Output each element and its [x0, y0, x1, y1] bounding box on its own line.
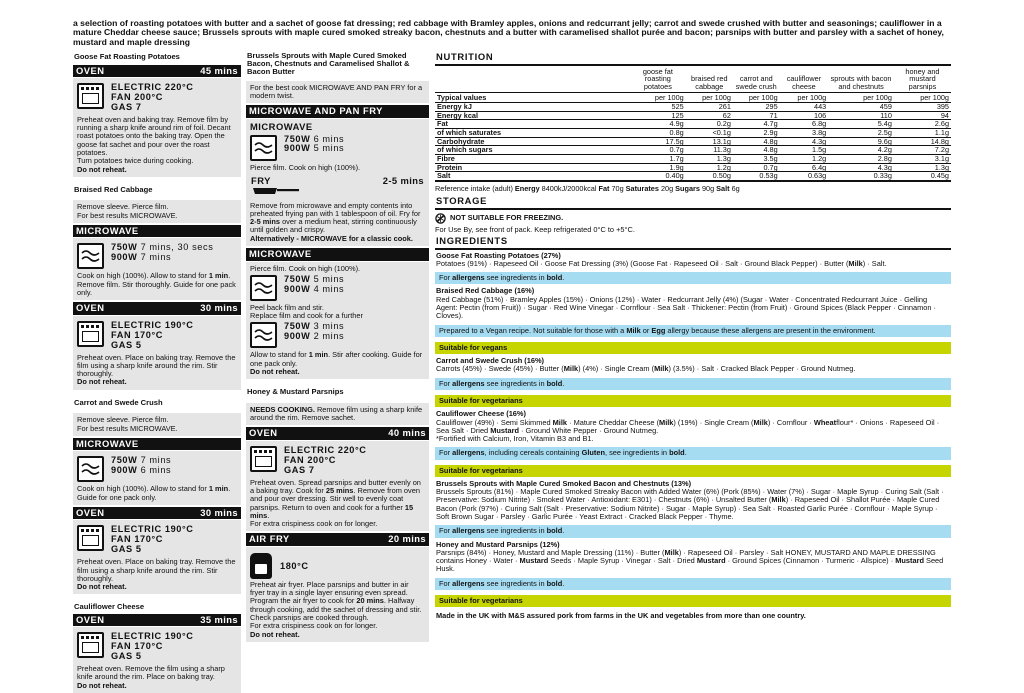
- oven-icon: [77, 83, 104, 109]
- ingredient-block: [435, 410, 951, 477]
- ingredient-text: Red Cabbage (51%) · Bramley Apples (15%) · Onions (12%) · Water · Redcurrant Jelly (4%) (Sugar · Water · Concentrated Redcurrant Juice · Gelling Agent: Pectin (from Fruit)) · Sugar · Red Wine Vinegar · Cornflour · Sea Salt · Thickener: Pectin (from Fruit) · Ground Spices (Black Pepper · Cinnamon · Cloves).: [436, 294, 937, 321]
- allergen-advice: For allergens see ingredients in bold.: [435, 578, 951, 590]
- microwave-icon: [250, 275, 277, 301]
- product-description: a selection of roasting potatoes with butter and a sachet of goose fat dressing; red cabbage with Bramley apples, onions and redcurrant jelly; carrot and swede crushed with butter and seasonings; cauliflower in a mature Cheddar cheese sauce; Brussels sprouts with maple cured smoked streaky bacon, chestnuts and a butter with caramelised shallot purée and bacon; parsnips with butter and parsley with a sachet of honey, mustard and maple dressing: [73, 18, 944, 47]
- storage-title: STORAGE: [435, 196, 951, 210]
- oven-icon: [77, 525, 104, 551]
- oven-instructions-carrot: ELECTRIC 190°C FAN 170°C GAS 5 Preheat oven. Place on baking tray. Remove the film using a sharp knife around the rim. Stir thoroughly. Do not reheat.: [73, 520, 241, 594]
- air-fry-bar-parsnips: AIR FRY 20 mins: [246, 533, 429, 546]
- nutrition-row: Fat 4.9g 0.2g 4.7g 6.8g 5.4g 2.6g: [437, 119, 949, 129]
- dietary-badge: Suitable for vegetarians: [435, 395, 951, 407]
- ingredient-block: [435, 541, 951, 608]
- ingredient-block: [435, 357, 951, 407]
- ingredients-list: [435, 252, 951, 608]
- microwave-pan-fry-bar: MICROWAVE AND PAN FRY: [246, 105, 429, 118]
- dish-title-parsnips: Honey & Mustard Parsnips: [247, 387, 344, 397]
- dish-title-sprouts: Brussels Sprouts with Maple Cured Smoked Bacon, Chestnuts and Caramelised Shallot & Bacon Butter: [247, 51, 410, 76]
- ingredient-block: [435, 480, 951, 538]
- ingredient-block: [435, 252, 951, 285]
- microwave-pan-fry-instructions: MICROWAVE 750W 6 mins 900W 5 mins Pierce film. Cook on high (100%). FRY 2-5 mins Remove from microwave and empty contents into preheated frying pan with 1 tablespoon of oil. Fry for 2-5 mins over a medium heat, stirring continuously until golden and crispy. Alternatively - MICROWAVE for a classic cook.: [246, 119, 429, 246]
- oven-bar-parsnips: OVEN 40 mins: [246, 427, 429, 440]
- info-column: [435, 52, 951, 621]
- microwave-bar-cabbage: MICROWAVE: [73, 225, 241, 238]
- nutrition-col-header: carrot and swede crush: [733, 66, 780, 92]
- nutrition-table: goose fat roasting potatoes braised red cabbage carrot and swede crush cauliflower cheese sprouts with bacon and chestnuts honey and mustard parsnips Typical values per 100g per 100g per 100g per 100g per 100g per 100g Energy kJ 525 261 295 443 459 395 Energy kcal 125 62 71 106 110 94 Fat 4.9g 0.2g 4.7g 6.8g 5.4g 2.6g of which saturates 0.8g <0.1g 2.9g 3.8g 2.5g 1.1g Carbohydrate 17.5g 13.1g 4.8g 4.3g 9.6g 14.8g of which sugars 0.7g 11.3g 4.8g 1.5g 4.2g 7.2g Fibre 1.7g 1.3g 3.5g 1.2g 2.8g 3.1g Protein 1.9g 1.2g 0.7g 6.4g 4.3g 1.3g Salt 0.40g 0.50g 0.53g 0.63g 0.33g 0.45g: [437, 66, 949, 181]
- parsnips-note: NEEDS COOKING. Remove film using a sharp knife around the rim. Remove sachet.: [246, 403, 429, 426]
- oven-instructions-potatoes: ELECTRIC 220°C FAN 200°C GAS 7 Preheat oven and baking tray. Remove film by running a sharp knife around rim of foil. Decant roast potatoes onto the baking tray. Open the goose fat sachet and pour over the roast potatoes. Turn potatoes twice during cooking. Do not reheat.: [73, 78, 241, 177]
- ingredient-text: Cauliflower (49%) · Semi Skimmed Milk · Mature Cheddar Cheese (Milk) (19%) · Single Cream (Milk) · Cornflour · Wheatflour* · Onions · Rapeseed Oil · Sea Salt · Dried Mustard · Ground White Pepper · Ground Nutmeg. *Fortified with Calcium, Iron, Vitamin B3 and B1.: [436, 417, 940, 444]
- dish-title-potatoes: Goose Fat Roasting Potatoes: [74, 52, 180, 61]
- carrot-note: Remove sleeve. Pierce film. For best results MICROWAVE.: [73, 413, 241, 436]
- oven-bar-cabbage: OVEN 30 mins: [73, 302, 241, 315]
- nutrition-row: of which sugars 0.7g 11.3g 4.8g 1.5g 4.2g 7.2g: [437, 145, 949, 155]
- oven-instructions-parsnips: ELECTRIC 220°C FAN 200°C GAS 7 Preheat oven. Spread parsnips and butter evenly on a baking tray. Cook for 25 mins. Remove from oven and pour over dressing. Stir well to evenly coat parsnips. Return to oven and cook for a further 15 mins. For extra crispiness cook on for longer.: [246, 441, 429, 532]
- frying-pan-icon: [252, 187, 425, 198]
- nutrition-row: Energy kJ 525 261 295 443 459 395: [437, 102, 949, 112]
- air-fryer-icon: [250, 553, 272, 579]
- nutrition-row: of which saturates 0.8g <0.1g 2.9g 3.8g 2.5g 1.1g: [437, 128, 949, 138]
- microwave-icon: [77, 456, 104, 482]
- storage-text: For Use By, see front of pack. Keep refrigerated 0°C to +5°C.: [435, 224, 635, 234]
- allergen-advice: Prepared to a Vegan recipe. Not suitable for those with a Milk or Egg allergy because these allergens are present in the environment.: [435, 325, 951, 337]
- nutrition-col-header: braised red cabbage: [686, 66, 733, 92]
- nutrition-row: Protein 1.9g 1.2g 0.7g 6.4g 4.3g 1.3g: [437, 162, 949, 172]
- freezing-warning: NOT SUITABLE FOR FREEZING.: [435, 213, 951, 224]
- ingredient-heading: Brussels Sprouts with Maple Cured Smoked Bacon and Chestnuts (13%): [436, 478, 692, 488]
- cooking-column-2: [246, 52, 429, 642]
- microwave-instructions-cabbage: 750W 7 mins, 30 secs 900W 7 mins Cook on high (100%). Allow to stand for 1 min. Remove film. Stir thoroughly. Guide for one pack only.: [73, 238, 241, 300]
- ingredient-text: Brussels Sprouts (81%) · Maple Cured Smoked Streaky Bacon with Added Water (6%) (Pork (85%) · Water (7%) · Sugar · Maple Syrup · Curing Salt (Salt · Preservative: Sodium Nitrite) · Smoked Water · Antioxidant: E301) · Chestnuts (6%) · Unsalted Butter (Milk) · Rapeseed Oil · Shallot Purée · Maple Cured Bacon (Pork (97%) · Curing Salt (Salt · Preservative: Sodium Nitrite) · Sugar · Maple Syrup) · Sea Salt · Roasted Garlic Purée · Cornflour · Maple Syrup · Soft Brown Sugar · Parsley · Garlic Purée · Yeast Extract · Cracked Black Pepper · Thyme.: [436, 487, 944, 522]
- dietary-badge: Suitable for vegans: [435, 342, 951, 354]
- allergen-advice: For allergens see ingredients in bold.: [435, 378, 951, 390]
- microwave-bar-carrot: MICROWAVE: [73, 438, 241, 451]
- nutrition-row: Carbohydrate 17.5g 13.1g 4.8g 4.3g 9.6g 14.8g: [437, 136, 949, 146]
- ingredient-heading: Goose Fat Roasting Potatoes (27%): [436, 250, 561, 260]
- air-fry-instructions-parsnips: 180°C Preheat air fryer. Place parsnips and butter in air fryer tray in a single layer ensuring even spread. Program the air fryer to cook for 20 mins. Halfway through cooking, add the sachet of dressing and stir. Check parsnips are cooked through. For extra crispiness cook on for longer. Do not reheat.: [246, 547, 429, 642]
- dish-title-cauliflower: Cauliflower Cheese: [74, 602, 145, 612]
- ingredient-heading: Honey and Mustard Parsnips (12%): [436, 539, 560, 549]
- nutrition-col-header: honey and mustard parsnips: [894, 66, 951, 92]
- cabbage-note: Remove sleeve. Pierce film. For best results MICROWAVE.: [73, 200, 241, 223]
- origin-statement: Made in the UK with M&S assured pork from farms in the UK and vegetables from more than one country.: [436, 611, 806, 621]
- dietary-badge: Suitable for vegetarians: [435, 595, 951, 607]
- dish-title-carrot: Carrot and Swede Crush: [74, 397, 163, 407]
- dietary-badge: Suitable for vegetarians: [435, 465, 951, 477]
- nutrition-row: Fibre 1.7g 1.3g 3.5g 1.2g 2.8g 3.1g: [437, 154, 949, 164]
- oven-bar-carrot: OVEN 30 mins: [73, 507, 241, 520]
- nutrition-col-header: sprouts with bacon and chestnuts: [828, 66, 894, 92]
- ingredient-block: [435, 287, 951, 354]
- microwave-instructions-carrot: 750W 7 mins 900W 6 mins Cook on high (100%). Allow to stand for 1 min. Guide for one pack only.: [73, 451, 241, 505]
- ingredient-text: Potatoes (91%) · Rapeseed Oil · Goose Fat Dressing (3%) (Goose Fat · Rapeseed Oil · Salt · Ground Black Pepper) · Butter (Milk) · Salt.: [436, 258, 887, 268]
- nutrition-title: NUTRITION: [435, 52, 951, 66]
- nutrition-col-header: goose fat roasting potatoes: [630, 66, 686, 92]
- oven-bar-potatoes: OVEN 45 mins: [73, 65, 241, 78]
- microwave-icon: [77, 243, 104, 269]
- allergen-advice: For allergens, including cereals containing Gluten, see ingredients in bold.: [435, 447, 951, 459]
- oven-instructions-cauliflower: ELECTRIC 190°C FAN 170°C GAS 5 Preheat oven. Remove the film using a sharp knife around the rim. Place on baking tray. Do not reheat.: [73, 627, 241, 693]
- oven-icon: [250, 446, 277, 472]
- oven-icon: [77, 321, 104, 347]
- reference-intake: Reference intake (adult) Energy 8400kJ/2000kcal Fat 70g Saturates 20g Sugars 90g Salt 6g: [435, 184, 740, 194]
- sprouts-note: For the best cook MICROWAVE AND PAN FRY for a modern twist.: [246, 81, 429, 104]
- oven-bar-cauliflower: OVEN 35 mins: [73, 614, 241, 627]
- microwave-bar-sprouts: MICROWAVE: [246, 248, 429, 261]
- ingredient-heading: Braised Red Cabbage (16%): [436, 286, 535, 296]
- ingredient-heading: Carrot and Swede Crush (16%): [436, 356, 545, 366]
- cooking-column-1: [73, 52, 241, 693]
- ingredient-text: Carrots (45%) · Swede (45%) · Butter (Milk) (4%) · Single Cream (Milk) (3.5%) · Salt · Cracked Black Pepper · Ground Nutmeg.: [436, 364, 856, 374]
- nutrition-row: Energy kcal 125 62 71 106 110 94: [437, 110, 949, 120]
- ingredients-title: INGREDIENTS: [435, 236, 951, 250]
- ingredient-text: Parsnips (84%) · Honey, Mustard and Maple Dressing (11%) · Butter (Milk) · Rapeseed Oil · Parsley · Salt HONEY, MUSTARD AND MAPLE DRESSING contains Honey · Water · Mustard Seeds · Maple Syrup · Vinegar · Salt · Dried Mustard · Ground Spices (Cinnamon · Turmeric · Allspice) · Mustard Seed Husk.: [436, 547, 944, 574]
- microwave-icon: [250, 322, 277, 348]
- no-freeze-icon: [435, 213, 446, 224]
- allergen-advice: For allergens see ingredients in bold.: [435, 272, 951, 284]
- nutrition-col-header: cauliflower cheese: [780, 66, 829, 92]
- oven-icon: [77, 632, 104, 658]
- allergen-advice: For allergens see ingredients in bold.: [435, 525, 951, 537]
- nutrition-row: Salt 0.40g 0.50g 0.53g 0.63g 0.33g 0.45g: [437, 171, 949, 181]
- dish-title-cabbage: Braised Red Cabbage: [74, 184, 153, 194]
- microwave-instructions-sprouts: Pierce film. Cook on high (100%). 750W 5 mins 900W 4 mins Peel back film and stir. Replace film and cook for a further 750W 3 mins 900W 2 mins Allow to stand for 1 min. Stir after cooking. Guide for one pack only. Do not reheat.: [246, 262, 429, 380]
- ingredient-heading: Cauliflower Cheese (16%): [436, 409, 526, 419]
- microwave-icon: [250, 135, 277, 161]
- oven-instructions-cabbage: ELECTRIC 190°C FAN 170°C GAS 5 Preheat oven. Place on baking tray. Remove the film using a sharp knife around the rim. Stir thoroughly. Do not reheat.: [73, 316, 241, 390]
